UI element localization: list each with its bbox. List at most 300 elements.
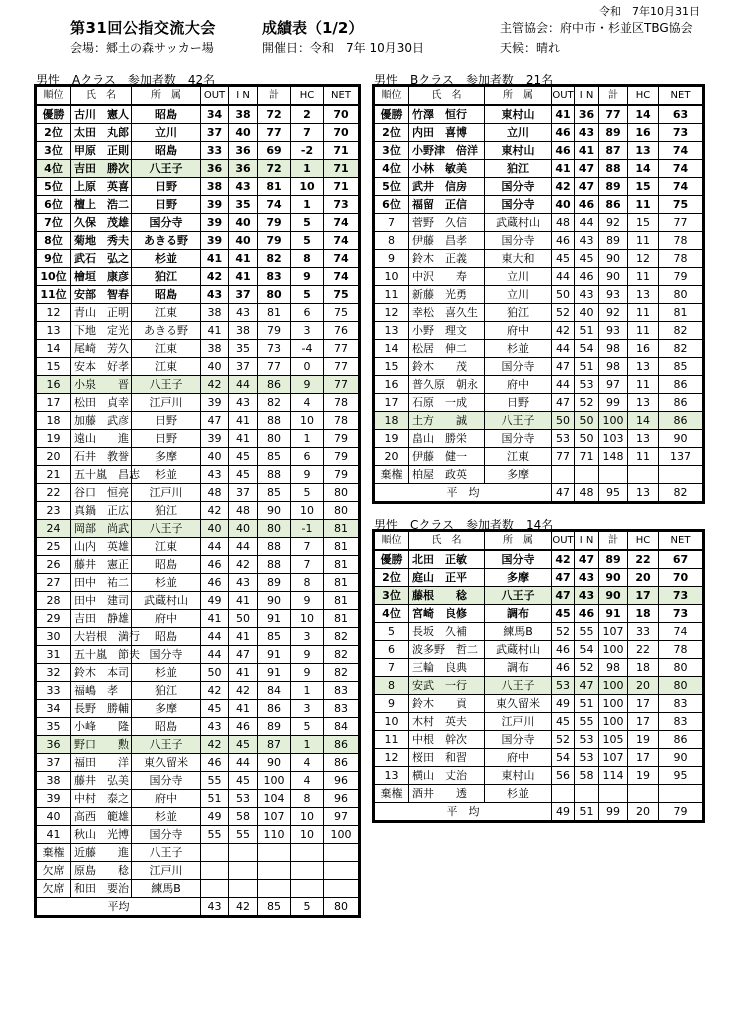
total-cell: 100 <box>599 695 628 713</box>
total-cell: 87 <box>258 736 291 754</box>
club-cell: 昭島 <box>132 142 201 160</box>
out-cell: 44 <box>201 646 229 664</box>
net-cell: 73 <box>659 605 703 623</box>
hc-cell: 33 <box>628 623 659 641</box>
net-cell: 67 <box>659 550 703 569</box>
net-cell: 100 <box>324 826 359 844</box>
net-cell: 77 <box>659 214 703 232</box>
out-cell: 48 <box>201 484 229 502</box>
in-cell: 37 <box>229 286 258 304</box>
average-total: 85 <box>258 898 291 916</box>
name-cell: 上原 英喜 <box>71 178 132 196</box>
total-cell: 100 <box>599 713 628 731</box>
table-row <box>37 466 359 484</box>
hc-cell: 18 <box>628 659 659 677</box>
name-cell: 中根 幹次 <box>409 731 485 749</box>
hc-cell: 1 <box>291 430 324 448</box>
net-cell: 75 <box>324 304 359 322</box>
average-out: 43 <box>201 898 229 916</box>
total-cell: 114 <box>599 767 628 785</box>
rank-cell: 39 <box>37 790 71 808</box>
table-row <box>37 214 359 232</box>
club-cell: 東村山 <box>485 105 552 124</box>
table-row <box>375 695 703 713</box>
name-cell: 秋山 光博 <box>71 826 132 844</box>
net-cell: 75 <box>659 196 703 214</box>
club-cell: 国分寺 <box>132 772 201 790</box>
out-cell: 46 <box>552 142 575 160</box>
in-cell: 41 <box>229 664 258 682</box>
table-row <box>375 466 703 484</box>
net-cell: 81 <box>324 592 359 610</box>
net-cell <box>659 785 703 803</box>
table-row <box>375 178 703 196</box>
out-cell: 39 <box>201 394 229 412</box>
name-cell: 長野 勝輔 <box>71 700 132 718</box>
total-cell: 89 <box>599 232 628 250</box>
in-cell: 52 <box>575 394 599 412</box>
net-cell: 70 <box>324 105 359 124</box>
average-hc: 5 <box>291 898 324 916</box>
out-cell: 41 <box>552 160 575 178</box>
header-club: 所 属 <box>132 87 201 106</box>
table-row <box>37 880 359 898</box>
club-cell: 立川 <box>485 286 552 304</box>
table-row <box>375 105 703 124</box>
name-cell: 石原 一成 <box>409 394 485 412</box>
hc-cell: -4 <box>291 340 324 358</box>
club-cell: 多摩 <box>485 569 552 587</box>
hc-cell: 8 <box>291 790 324 808</box>
out-cell: 47 <box>201 412 229 430</box>
club-cell: 多摩 <box>485 466 552 484</box>
net-cell: 79 <box>324 448 359 466</box>
in-cell: 47 <box>575 178 599 196</box>
hc-cell: 14 <box>628 105 659 124</box>
name-cell: 土方 誠 <box>409 412 485 430</box>
club-cell: 国分寺 <box>485 550 552 569</box>
out-cell: 39 <box>201 232 229 250</box>
total-cell: 98 <box>599 358 628 376</box>
name-cell: 松居 伸二 <box>409 340 485 358</box>
hc-cell: 1 <box>291 160 324 178</box>
hc-cell: 20 <box>628 569 659 587</box>
club-cell: 調布 <box>485 659 552 677</box>
weather: 天候：晴れ <box>500 41 561 55</box>
in-cell: 40 <box>229 520 258 538</box>
club-cell: 八王子 <box>485 587 552 605</box>
club-cell: 立川 <box>485 124 552 142</box>
out-cell: 39 <box>201 214 229 232</box>
total-cell: 97 <box>599 376 628 394</box>
net-cell: 78 <box>324 412 359 430</box>
total-cell: 90 <box>599 569 628 587</box>
total-cell: 88 <box>258 538 291 556</box>
rank-cell: 27 <box>37 574 71 592</box>
hc-cell: 22 <box>628 550 659 569</box>
name-cell: 武石 弘之 <box>71 250 132 268</box>
rank-cell: 優勝 <box>375 105 409 124</box>
club-cell: 昭島 <box>132 286 201 304</box>
net-cell: 80 <box>659 286 703 304</box>
name-cell: 竹澤 恒行 <box>409 105 485 124</box>
club-cell: 八王子 <box>485 677 552 695</box>
club-cell: 江戸川 <box>485 713 552 731</box>
name-cell: 木村 英夫 <box>409 713 485 731</box>
header-rank: 順位 <box>37 87 71 106</box>
rank-cell: 29 <box>37 610 71 628</box>
hc-cell: 5 <box>291 718 324 736</box>
rank-cell: 欠席 <box>37 862 71 880</box>
rank-cell: 5 <box>375 623 409 641</box>
club-cell: 立川 <box>485 268 552 286</box>
name-cell: 原島 稔 <box>71 862 132 880</box>
out-cell: 49 <box>201 808 229 826</box>
out-cell: 46 <box>201 754 229 772</box>
class-b-title: 男性 Bクラス 参加者数 21名 <box>374 73 554 87</box>
net-cell: 84 <box>324 718 359 736</box>
name-cell: 吉田 勝次 <box>71 160 132 178</box>
total-cell: 79 <box>258 322 291 340</box>
average-net: 80 <box>324 898 359 916</box>
out-cell: 45 <box>552 713 575 731</box>
table-row <box>37 376 359 394</box>
out-cell: 44 <box>201 628 229 646</box>
club-cell: 江戸川 <box>132 862 201 880</box>
header-in: I N <box>575 87 599 106</box>
table-row <box>37 160 359 178</box>
hc-cell: 9 <box>291 646 324 664</box>
club-cell: 東久留米 <box>485 695 552 713</box>
total-cell: 89 <box>599 550 628 569</box>
club-cell: 八王子 <box>132 160 201 178</box>
hc-cell: 11 <box>628 196 659 214</box>
name-cell: 五十嵐 昌志 <box>71 466 132 484</box>
out-cell: 45 <box>552 605 575 623</box>
table-row <box>37 340 359 358</box>
net-cell: 83 <box>324 682 359 700</box>
in-cell <box>575 466 599 484</box>
net-cell: 85 <box>659 358 703 376</box>
out-cell: 44 <box>552 268 575 286</box>
hc-cell: 18 <box>628 605 659 623</box>
in-cell: 51 <box>575 322 599 340</box>
average-hc: 13 <box>628 484 659 502</box>
net-cell: 86 <box>324 754 359 772</box>
net-cell: 96 <box>324 772 359 790</box>
total-cell: 86 <box>258 376 291 394</box>
total-cell <box>258 862 291 880</box>
total-cell: 80 <box>258 520 291 538</box>
table-row <box>37 520 359 538</box>
out-cell: 50 <box>552 412 575 430</box>
in-cell: 53 <box>575 376 599 394</box>
table-row <box>37 250 359 268</box>
table-row <box>375 623 703 641</box>
in-cell: 41 <box>229 592 258 610</box>
net-cell: 78 <box>659 250 703 268</box>
net-cell: 82 <box>659 322 703 340</box>
table-row <box>37 718 359 736</box>
club-cell: 練馬B <box>485 623 552 641</box>
total-cell: 105 <box>599 731 628 749</box>
out-cell: 37 <box>201 124 229 142</box>
hc-cell: 1 <box>291 682 324 700</box>
rank-cell: 9 <box>375 250 409 268</box>
net-cell: 81 <box>324 610 359 628</box>
rank-cell: 11 <box>375 286 409 304</box>
hc-cell: 7 <box>291 124 324 142</box>
net-cell: 83 <box>659 713 703 731</box>
name-cell: 新藤 光勇 <box>409 286 485 304</box>
out-cell: 42 <box>201 268 229 286</box>
name-cell: 中村 泰之 <box>71 790 132 808</box>
net-cell: 74 <box>659 178 703 196</box>
rank-cell: 2位 <box>375 124 409 142</box>
club-cell: 狛江 <box>132 682 201 700</box>
club-cell: 日野 <box>132 430 201 448</box>
total-cell: 89 <box>258 718 291 736</box>
hc-cell: 0 <box>291 358 324 376</box>
name-cell: 藤根 稔 <box>409 587 485 605</box>
class-a-title: 男性 Aクラス 参加者数 42名 <box>36 73 216 87</box>
average-label: 平均 <box>37 898 201 916</box>
total-cell: 107 <box>258 808 291 826</box>
name-cell: 田中 祐二 <box>71 574 132 592</box>
net-cell: 74 <box>324 268 359 286</box>
club-cell: 八王子 <box>132 736 201 754</box>
table-row <box>375 550 703 569</box>
out-cell: 46 <box>552 659 575 677</box>
hc-cell: 7 <box>291 538 324 556</box>
name-cell: 藤井 弘美 <box>71 772 132 790</box>
in-cell: 53 <box>229 790 258 808</box>
net-cell: 90 <box>659 749 703 767</box>
name-cell: 畠山 勝栄 <box>409 430 485 448</box>
club-cell: 昭島 <box>132 105 201 124</box>
club-cell: 八王子 <box>485 412 552 430</box>
average-out: 47 <box>552 484 575 502</box>
club-cell: あきる野 <box>132 322 201 340</box>
hc-cell: 3 <box>291 700 324 718</box>
table-row <box>375 641 703 659</box>
hc-cell: 10 <box>291 502 324 520</box>
hc-cell: 11 <box>628 322 659 340</box>
total-cell: 107 <box>599 623 628 641</box>
out-cell: 41 <box>552 105 575 124</box>
header-out: OUT <box>201 87 229 106</box>
hc-cell: 15 <box>628 178 659 196</box>
total-cell: 85 <box>258 628 291 646</box>
name-cell: 山内 英雄 <box>71 538 132 556</box>
net-cell: 71 <box>324 178 359 196</box>
name-cell: 石井 教誉 <box>71 448 132 466</box>
out-cell <box>552 466 575 484</box>
name-cell: 和田 要治 <box>71 880 132 898</box>
in-cell: 47 <box>575 550 599 569</box>
club-cell: 狛江 <box>485 304 552 322</box>
table-row <box>37 736 359 754</box>
out-cell: 33 <box>201 142 229 160</box>
in-cell: 50 <box>229 610 258 628</box>
rank-cell: 24 <box>37 520 71 538</box>
club-cell: 府中 <box>132 610 201 628</box>
net-cell: 73 <box>659 124 703 142</box>
hc-cell: 3 <box>291 322 324 340</box>
net-cell: 82 <box>324 628 359 646</box>
rank-cell: 19 <box>37 430 71 448</box>
header-club: 所 属 <box>485 532 552 551</box>
in-cell: 40 <box>229 232 258 250</box>
out-cell: 39 <box>201 430 229 448</box>
net-cell: 97 <box>324 808 359 826</box>
in-cell: 38 <box>229 322 258 340</box>
out-cell <box>201 844 229 862</box>
net-cell: 83 <box>324 700 359 718</box>
out-cell: 46 <box>201 556 229 574</box>
table-row <box>375 124 703 142</box>
net-cell: 86 <box>659 394 703 412</box>
club-cell: 昭島 <box>132 718 201 736</box>
in-cell: 41 <box>229 412 258 430</box>
in-cell: 44 <box>229 754 258 772</box>
name-cell: 下地 定光 <box>71 322 132 340</box>
name-cell: 三輪 良典 <box>409 659 485 677</box>
report-date: 令和 7年10月31日 <box>599 5 700 18</box>
name-cell: 小林 敏美 <box>409 160 485 178</box>
table-row <box>37 484 359 502</box>
net-cell: 71 <box>324 142 359 160</box>
hc-cell <box>628 466 659 484</box>
total-cell: 82 <box>258 250 291 268</box>
header-hc: HC <box>291 87 324 106</box>
in-cell: 50 <box>575 430 599 448</box>
total-cell: 98 <box>599 659 628 677</box>
hc-cell: 10 <box>291 610 324 628</box>
in-cell: 35 <box>229 196 258 214</box>
table-row <box>375 605 703 623</box>
name-cell: 柏屋 政英 <box>409 466 485 484</box>
club-cell: 昭島 <box>132 628 201 646</box>
table-row <box>37 754 359 772</box>
rank-cell: 4位 <box>37 160 71 178</box>
club-cell: 日野 <box>132 196 201 214</box>
table-row <box>375 677 703 695</box>
total-cell: 86 <box>599 196 628 214</box>
in-cell: 71 <box>575 448 599 466</box>
total-cell: 82 <box>258 394 291 412</box>
table-row <box>37 412 359 430</box>
net-cell: 78 <box>324 394 359 412</box>
hc-cell: 11 <box>628 376 659 394</box>
average-row <box>375 803 703 821</box>
table-row <box>37 178 359 196</box>
name-cell: 尾崎 芳久 <box>71 340 132 358</box>
total-cell: 89 <box>599 178 628 196</box>
total-cell: 99 <box>599 394 628 412</box>
club-cell: 狛江 <box>485 160 552 178</box>
in-cell: 45 <box>229 772 258 790</box>
net-cell: 86 <box>659 376 703 394</box>
in-cell: 43 <box>575 569 599 587</box>
club-cell: 東久留米 <box>132 754 201 772</box>
in-cell: 43 <box>575 232 599 250</box>
table-row <box>37 826 359 844</box>
table-header-row <box>375 532 703 551</box>
rank-cell: 6 <box>375 641 409 659</box>
out-cell: 45 <box>552 250 575 268</box>
in-cell: 54 <box>575 340 599 358</box>
in-cell: 46 <box>575 196 599 214</box>
table-row <box>375 286 703 304</box>
out-cell: 50 <box>552 286 575 304</box>
name-cell: 久保 茂雄 <box>71 214 132 232</box>
hc-cell: 10 <box>291 178 324 196</box>
total-cell: 83 <box>258 268 291 286</box>
table-row <box>37 790 359 808</box>
rank-cell: 8位 <box>37 232 71 250</box>
name-cell: 谷口 恒亮 <box>71 484 132 502</box>
name-cell: 福嶋 孝 <box>71 682 132 700</box>
club-cell: 国分寺 <box>485 178 552 196</box>
hc-cell: 11 <box>628 448 659 466</box>
average-in: 48 <box>575 484 599 502</box>
net-cell: 77 <box>324 340 359 358</box>
total-cell: 100 <box>599 412 628 430</box>
in-cell: 40 <box>575 304 599 322</box>
total-cell: 81 <box>258 304 291 322</box>
header-out: OUT <box>552 87 575 106</box>
name-cell: 福田 洋 <box>71 754 132 772</box>
rank-cell: 13 <box>375 767 409 785</box>
total-cell: 93 <box>599 322 628 340</box>
rank-cell: 12 <box>37 304 71 322</box>
rank-cell: 14 <box>37 340 71 358</box>
out-cell <box>201 880 229 898</box>
table-row <box>37 394 359 412</box>
net-cell: 73 <box>324 196 359 214</box>
net-cell: 81 <box>659 304 703 322</box>
header-net: NET <box>324 87 359 106</box>
average-in: 42 <box>229 898 258 916</box>
table-row <box>375 430 703 448</box>
name-cell: 遠山 進 <box>71 430 132 448</box>
in-cell: 44 <box>575 214 599 232</box>
out-cell: 47 <box>552 394 575 412</box>
table-row <box>37 358 359 376</box>
club-cell: あきる野 <box>132 232 201 250</box>
net-cell: 76 <box>324 322 359 340</box>
table-row <box>37 682 359 700</box>
hc-cell: 10 <box>291 826 324 844</box>
hc-cell: 9 <box>291 376 324 394</box>
table-row <box>37 322 359 340</box>
net-cell: 86 <box>324 736 359 754</box>
header-total: 計 <box>258 87 291 106</box>
net-cell: 80 <box>659 659 703 677</box>
table-row <box>37 592 359 610</box>
hc-cell: 1 <box>291 196 324 214</box>
report-subtitle: 成績表（1/2） <box>262 19 364 37</box>
rank-cell: 12 <box>375 749 409 767</box>
hc-cell: 11 <box>628 304 659 322</box>
hc-cell: 17 <box>628 695 659 713</box>
out-cell: 38 <box>201 178 229 196</box>
club-cell: 江東 <box>132 340 201 358</box>
table-row <box>375 767 703 785</box>
name-cell: 藤井 憲正 <box>71 556 132 574</box>
name-cell: 加藤 武彦 <box>71 412 132 430</box>
